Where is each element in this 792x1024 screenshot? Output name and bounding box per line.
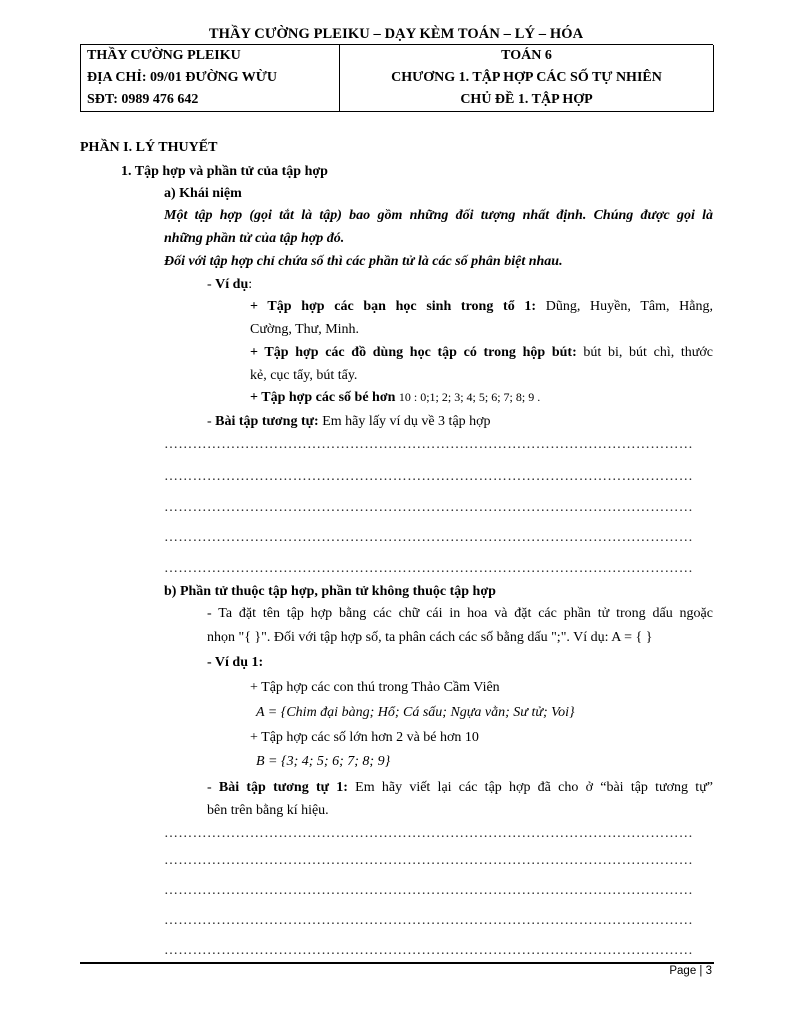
- section-title: 1. Tập hợp và phần tử của tập hợp: [121, 164, 328, 179]
- b-line-2: nhọn "{ }". Đối với tập hợp số, ta phân cách các số bằng dấu ";". Ví dụ: A = { }: [207, 630, 653, 645]
- example-b-2: + Tập hợp các số lớn hơn 2 và bé hơn 10: [250, 730, 479, 745]
- definition-line-2: những phần tử của tập hợp đó.: [164, 231, 345, 246]
- answer-line: …………………………………………………………………………………………………: [164, 530, 694, 545]
- answer-line: …………………………………………………………………………………………………: [164, 826, 694, 841]
- exercise-prompt: - Bài tập tương tự: Em hãy lấy ví dụ về 3 tập hợp: [207, 414, 491, 429]
- exercise-b-prompt: - Bài tập tương tự 1: Em hãy viết lại các tập hợp đã cho ở “bài tập tương tự”: [207, 780, 713, 795]
- b-line-1: - Ta đặt tên tập hợp bằng các chữ cái in hoa và đặt các phần tử trong dấu ngoặc: [207, 606, 713, 621]
- part-title: PHẦN I. LÝ THUYẾT: [80, 140, 218, 155]
- topic-title: CHỦ ĐỀ 1. TẬP HỢP: [340, 89, 714, 112]
- phone: SĐT: 0989 476 642: [81, 89, 340, 112]
- set-b-notation: B = {3; 4; 5; 6; 7; 8; 9}: [256, 754, 391, 769]
- example-2: + Tập hợp các đồ dùng học tập có trong hộp bút: bút bi, bút chì, thước: [250, 345, 713, 360]
- definition-line-3: Đối với tập hợp chỉ chứa số thì các phần tử là các số phân biệt nhau.: [164, 254, 563, 269]
- page-number: Page | 3: [669, 965, 712, 977]
- example-1-cont: Cường, Thư, Minh.: [250, 322, 360, 337]
- answer-line: …………………………………………………………………………………………………: [164, 500, 694, 515]
- subsection-a-title: a) Khái niệm: [164, 186, 242, 201]
- answer-line: …………………………………………………………………………………………………: [164, 883, 694, 898]
- subsection-b-title: b) Phần tử thuộc tập hợp, phần tử không thuộc tập hợp: [164, 584, 496, 599]
- answer-line: …………………………………………………………………………………………………: [164, 437, 694, 452]
- set-a-notation: A = {Chim đại bàng; Hổ; Cá sấu; Ngựa vằn; Sư tử; Voi}: [256, 705, 575, 720]
- document-header-title: THẦY CƯỜNG PLEIKU – DẠY KÈM TOÁN – LÝ – HÓA: [208, 26, 584, 42]
- definition-line-1: Một tập hợp (gọi tắt là tập) bao gồm những đối tượng nhất định. Chúng được gọi là: [164, 208, 713, 223]
- example-b-1: + Tập hợp các con thú trong Thảo Cầm Viên: [250, 680, 500, 695]
- address: ĐỊA CHỈ: 09/01 ĐƯỜNG WỪU: [81, 67, 340, 89]
- teacher-name: THẦY CƯỜNG PLEIKU: [81, 45, 340, 67]
- example-b-label: - Ví dụ 1:: [207, 655, 264, 670]
- answer-line: …………………………………………………………………………………………………: [164, 853, 694, 868]
- example-1: + Tập hợp các bạn học sinh trong tổ 1: Dũng, Huyền, Tâm, Hằng,: [250, 299, 713, 314]
- footer-rule: [80, 962, 714, 964]
- example-3: + Tập hợp các số bé hơn 10 : 0;1; 2; 3; 4; 5; 6; 7; 8; 9 .: [250, 390, 541, 405]
- answer-line: …………………………………………………………………………………………………: [164, 943, 694, 958]
- info-table: [80, 45, 714, 112]
- answer-line: …………………………………………………………………………………………………: [164, 469, 694, 484]
- example-2-cont: kẻ, cục tẩy, bút tẩy.: [250, 368, 358, 383]
- chapter-title: CHƯƠNG 1. TẬP HỢP CÁC SỐ TỰ NHIÊN: [340, 67, 714, 89]
- subject-title: TOÁN 6: [340, 45, 714, 67]
- answer-line: …………………………………………………………………………………………………: [164, 913, 694, 928]
- example-label: - Ví dụ:: [207, 277, 253, 292]
- answer-line: …………………………………………………………………………………………………: [164, 561, 694, 576]
- exercise-b-prompt-cont: bên trên bằng kí hiệu.: [207, 803, 329, 818]
